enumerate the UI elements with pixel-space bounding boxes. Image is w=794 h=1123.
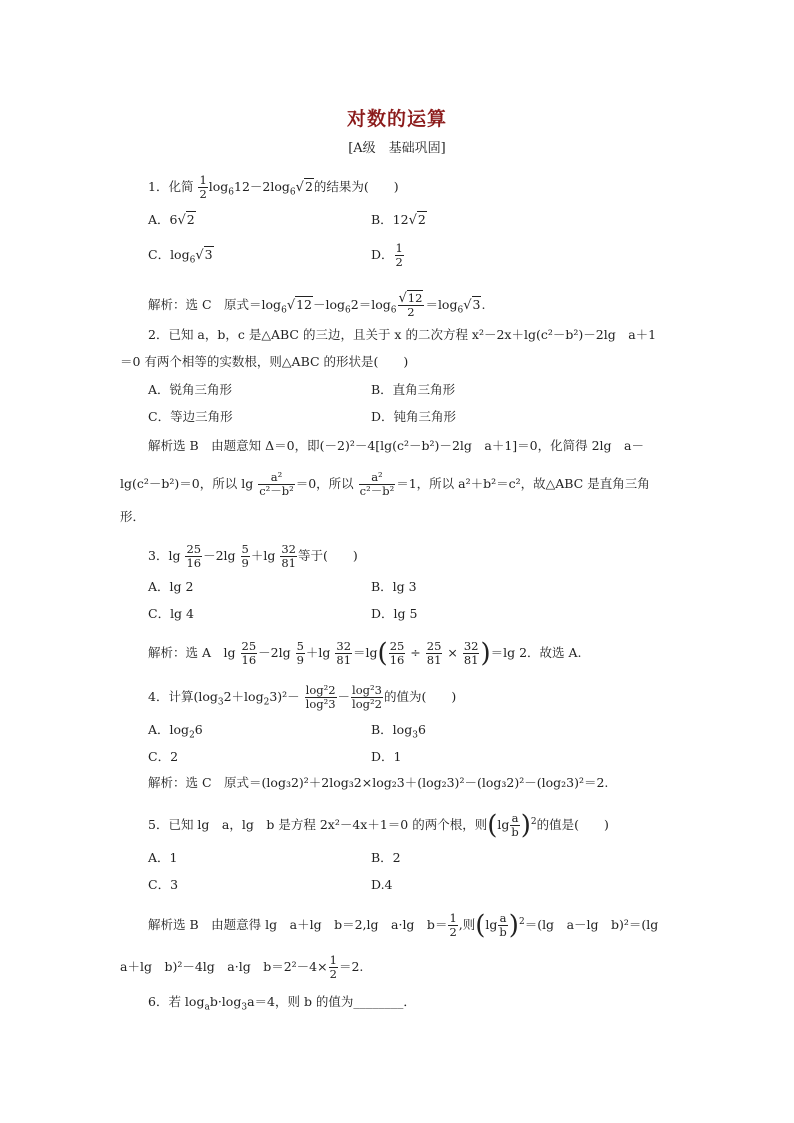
q5-solution-line-2: a＋lg b)²－4lg a·lg b＝2²－4× $\frac{1}{2}$ ＝2. <box>120 953 364 981</box>
q1-option-d: D． $\frac{1}{2}$ <box>371 241 403 269</box>
q2-solution-line-2: lg(c²－b²)＝0，所以 lg $\frac{\text{a²}}{\text{c²－b²}}$ ＝0，所以 $\frac{\text{a²}}{\text{c²－b²}}$ ＝1，所以 a²＋b²＝c²，故△ABC 是直角三角 <box>120 470 650 498</box>
q3-option-a: A．lg 2 <box>148 579 194 594</box>
q4-solution: 解析：选 C 原式＝(log₃2)²＋2log₃2×log₂3＋(log₂3)²－(log₃2)²－(log₂3)²＝2. <box>148 775 609 790</box>
q1-option-a: A．6√2 <box>148 212 195 228</box>
q4-option-d: D．1 <box>371 749 402 764</box>
q3-solution: 解析：选 A lg $\frac{25}{16}$ －2lg $\frac{5}{9}$ ＋lg $\frac{32}{81}$ ＝lg( $\frac{25}{16}$ ÷ $\frac{25}{81}$ × $\frac{32}{81}$ )＝lg 2．故选 A. <box>148 638 582 669</box>
q2-option-a: A．锐角三角形 <box>148 382 233 397</box>
q4-option-c: C．2 <box>148 749 179 764</box>
q5-option-a: A．1 <box>148 850 178 865</box>
q3-option-d: D．lg 5 <box>371 606 418 621</box>
q1-option-c: C．$\log_6√3$ <box>148 247 213 266</box>
question-1: 1．化简 $\frac{1}{2}$ $\log_612-2\log_6√2$的结果为( ) <box>148 173 399 201</box>
q3-option-b: B．lg 3 <box>371 579 417 594</box>
question-4: 4．计算$(\log_32+\log_23)^2-$ $\frac{\text{log²2}}{\text{log²3}}$ － $\frac{\text{log²3}}{\text{log²2}}$ 的值为( ) <box>148 683 457 711</box>
page-title: 对数的运算 <box>346 108 447 130</box>
q2-option-b: B．直角三角形 <box>371 382 456 397</box>
q5-option-b: B．2 <box>371 850 401 865</box>
question-3: 3．lg $\frac{25}{16}$ －2lg $\frac{5}{9}$ ＋lg $\frac{32}{81}$ 等于( ) <box>148 542 358 570</box>
question-2-line-1: 2．已知 a，b，c 是△ABC 的三边，且关于 x 的二次方程 x²－2x＋lg(c²－b²)－2lg a＋1 <box>148 327 657 342</box>
q2-option-d: D．钝角三角形 <box>371 409 457 424</box>
question-2-line-2: ＝0 有两个相等的实数根，则△ABC 的形状是( ) <box>120 354 409 369</box>
q2-solution-line-3: 形． <box>120 509 146 524</box>
q5-option-d: D.4 <box>371 877 393 892</box>
q4-option-b: B．$\log_36$ <box>371 722 426 741</box>
q4-option-a: A．$\log_26$ <box>148 722 203 741</box>
q2-option-c: C．等边三角形 <box>148 409 233 424</box>
q1-option-b: B．12√2 <box>371 212 426 228</box>
q5-option-c: C．3 <box>148 877 179 892</box>
section-level: [A级 基础巩固] <box>348 141 446 156</box>
question-5: 5．已知 lg a，lg b 是方程 2x²－4x＋1＝0 的两个根，则(lg $\frac{a}{b}$ )$^2$的值是( ) <box>148 810 609 841</box>
q5-solution-line-1: 解析选 B 由题意得 lg a＋lg b＝2,lg a·lg b＝ $\frac{1}{2}$ ,则(lg $\frac{a}{b}$ )$^2$＝(lg a－lg b)²＝(lg <box>148 910 659 941</box>
question-6: 6．若 $\log_ab\cdot\log_3a=4$，则 b 的值为________． <box>148 994 416 1013</box>
q3-option-c: C．lg 4 <box>148 606 194 621</box>
q2-solution-line-1: 解析选 B 由题意知 Δ＝0，即(－2)²－4[lg(c²－b²)－2lg a＋1]＝0，化简得 2lg a－ <box>148 438 645 453</box>
q1-solution: 解析：选 C 原式$=\log_6√12-\log_62=\log_6$ $\frac{√12}{2}$ $=\log_6√3$. <box>148 291 486 319</box>
